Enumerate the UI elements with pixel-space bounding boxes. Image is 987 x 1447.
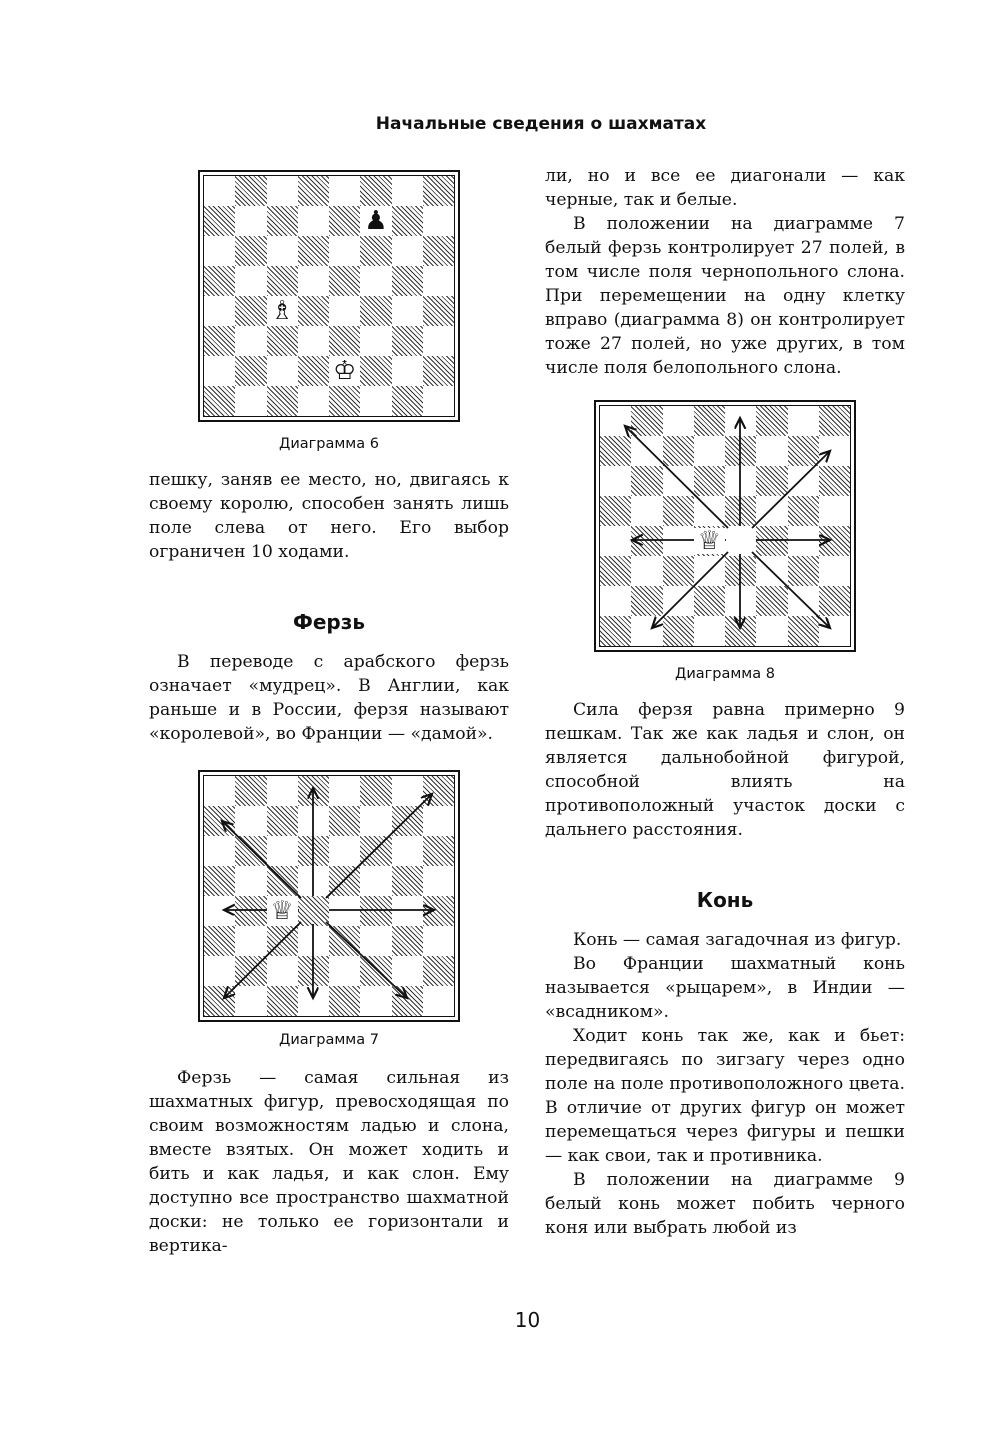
page-number: 10 [514, 1308, 541, 1332]
chess-board-7 [198, 770, 460, 1022]
board-square [423, 206, 454, 236]
board-square [235, 266, 266, 296]
board-square [298, 326, 329, 356]
chess-board-6 [198, 170, 460, 422]
board-square [329, 266, 360, 296]
board-square [360, 266, 391, 296]
black-pawn-piece: ♟ [360, 208, 391, 234]
chess-board-8 [594, 400, 856, 652]
board-square [267, 386, 298, 416]
board-square [360, 326, 391, 356]
paragraph-knight-move: Ходит конь так же, как и бьет: передвигаясь по зигзагу через одно поле на поле противоположного цвета. В отличие от других фигур он может перемещаться через фигуры и пешки — как свои, так и противника. [545, 1026, 905, 1166]
board-square [298, 176, 329, 206]
board-square [392, 326, 423, 356]
board-square [329, 236, 360, 266]
board-square [267, 356, 298, 386]
board-square [204, 326, 235, 356]
paragraph-pawn-end: пешку, заняв ее место, но, двигаясь к своему королю, способен занять лишь поле слева от него. Его выбор ограничен 10 ходами. [149, 470, 509, 562]
board-square [423, 386, 454, 416]
diagram-8 [545, 400, 905, 682]
board-square [392, 296, 423, 326]
board-square [204, 356, 235, 386]
board-square [423, 266, 454, 296]
board-square [235, 386, 266, 416]
diagram-7-caption: Диаграмма 7 [279, 1032, 379, 1048]
white-king-piece: ♔ [329, 358, 360, 384]
board-square [204, 236, 235, 266]
board-square [204, 296, 235, 326]
board-square [392, 176, 423, 206]
board-square [267, 206, 298, 236]
board-square [267, 326, 298, 356]
board-square [392, 356, 423, 386]
board-square [267, 236, 298, 266]
board-square [423, 326, 454, 356]
paragraph-diagonals: ли, но и все ее диагонали — как черные, так и белые. [545, 166, 905, 210]
heading-queen: Ферзь [293, 610, 365, 634]
white-queen-piece: ♕ [694, 528, 725, 554]
board-square [235, 176, 266, 206]
paragraph-queen-value: Сила ферзя равна примерно 9 пешкам. Так же как ладья и слон, он является дальнобойной фигурой, способной влиять на противоположный участок доски с дальнего расстояния. [545, 700, 905, 840]
board-square [423, 296, 454, 326]
board-square [235, 326, 266, 356]
board-square [423, 176, 454, 206]
right-column [545, 164, 905, 1240]
board-square [392, 266, 423, 296]
board-square [204, 176, 235, 206]
board-square [392, 236, 423, 266]
board-square [329, 326, 360, 356]
board-square [267, 176, 298, 206]
paragraph-queen-strength: Ферзь — самая сильная из шахматных фигур, превосходящая по своим возможностям ладью и слона, вместе взятых. Он может ходить и бить и как ладья, и как слон. Ему доступно все пространство шахматной доски: не только ее горизонтали и вертика- [149, 1068, 509, 1256]
board-square [392, 206, 423, 236]
board-square [329, 206, 360, 236]
board-square [235, 236, 266, 266]
paragraph-knight-intro: Конь — самая загадочная из фигур. [573, 930, 902, 950]
left-column [149, 170, 509, 1258]
board-square [360, 296, 391, 326]
board-square [360, 386, 391, 416]
board-square [360, 176, 391, 206]
board-square [298, 236, 329, 266]
board-square [204, 386, 235, 416]
board-square [360, 356, 391, 386]
heading-knight: Конь [696, 888, 754, 912]
board-square [298, 356, 329, 386]
board-square [423, 236, 454, 266]
diagram-8-caption: Диаграмма 8 [675, 666, 775, 682]
board-square [235, 206, 266, 236]
board-square [235, 296, 266, 326]
paragraph-queen-name: В переводе с арабского ферзь означает «мудрец». В Англии, как раньше и в России, ферзя называют «королевой», во Франции — «дамой». [149, 652, 509, 744]
board-square [392, 386, 423, 416]
running-title: Начальные сведения о шахматах [375, 114, 707, 134]
white-queen-piece: ♕ [267, 898, 298, 924]
diagram-7 [149, 770, 509, 1048]
board-square [298, 386, 329, 416]
queen-move-arrows-7 [204, 776, 454, 1016]
board-square [267, 266, 298, 296]
white-bishop-piece: ♗ [267, 298, 298, 324]
queen-move-arrows-8 [600, 406, 850, 646]
board-square [298, 266, 329, 296]
board-square [329, 176, 360, 206]
board-square [329, 296, 360, 326]
paragraph-knight-name: Во Франции шахматный конь называется «рыцарем», в Индии — «всадником». [545, 954, 905, 1022]
diagram-6 [149, 170, 509, 452]
board-square [298, 206, 329, 236]
board-square [329, 386, 360, 416]
board-square [360, 236, 391, 266]
diagram-6-caption: Диаграмма 6 [279, 436, 379, 452]
board-square [204, 206, 235, 236]
paragraph-queen-control: В положении на диаграмме 7 белый ферзь контролирует 27 полей, в том числе поля чернопольного слона. При перемещении на одну клетку вправо (диаграмма 8) он контролирует тоже 27 полей, но уже других, в том числе поля белопольного слона. [545, 214, 905, 378]
board-square [298, 296, 329, 326]
board-square [235, 356, 266, 386]
board-square [423, 356, 454, 386]
paragraph-knight-diagram9: В положении на диаграмме 9 белый конь может побить черного коня или выбрать любой из [545, 1170, 905, 1238]
board-square [204, 266, 235, 296]
